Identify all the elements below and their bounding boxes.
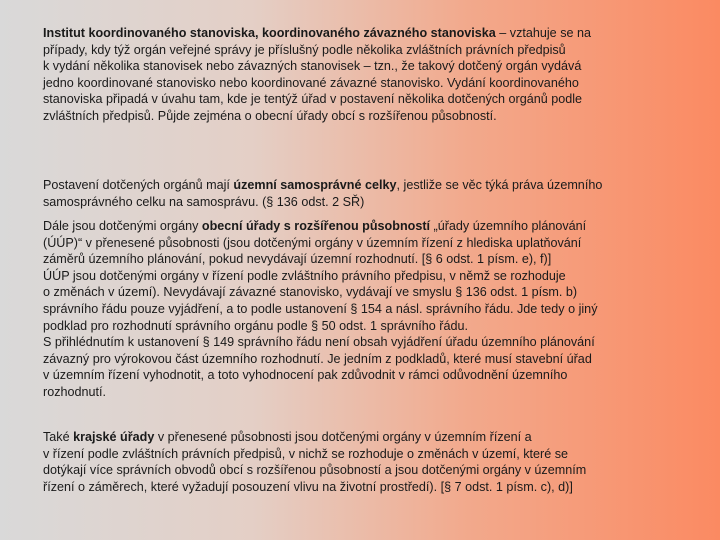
text-line: stanoviska připadá v úvahu tam, kde je tentýž úřad v postavení několika dotčených orgánů podle bbox=[43, 92, 583, 107]
text-span: Dále jsou dotčenými orgány bbox=[43, 219, 202, 233]
text-span: – vztahuje se na bbox=[495, 26, 591, 40]
paragraph-regional-offices bbox=[43, 429, 673, 495]
text-line bbox=[43, 25, 673, 42]
text-line: závazný pro výrokovou část územního rozhodnutí. Je jedním z podkladů, které musí stavební úřad bbox=[43, 351, 592, 366]
text-line: jedno koordinované stanovisko nebo koordinované závazné stanovisko. Vydání koordinovaného bbox=[43, 75, 579, 90]
text-line bbox=[43, 429, 673, 446]
text-line: o změnách v území). Nevydávají závazné stanovisko, vydávají ve smyslu § 136 odst. 1 písm. b) bbox=[43, 285, 578, 300]
text-line: dotýkají více správních obvodů obcí s rozšířenou působností a jsou dotčenými orgány v územním bbox=[43, 463, 587, 478]
text-line: záměrů územního plánování, pokud nevydávají územní rozhodnutí. [§ 6 odst. 1 písm. e), f)] bbox=[43, 252, 552, 267]
bold-term: obecní úřady s rozšířenou působností bbox=[201, 219, 431, 233]
text-line: případy, kdy týž orgán veřejné správy je příslušný podle několika zvláštních právních předpisů bbox=[43, 42, 566, 57]
text-span: , jestliže se věc týká práva územního bbox=[396, 178, 603, 192]
text-line: v řízení podle zvláštních právních předpisů, v nichž se rozhoduje o změnách v území, které se bbox=[43, 446, 569, 461]
text-line: S přihlédnutím k ustanovení § 149 správního řádu není obsah vyjádření úřadu územního plánování bbox=[43, 335, 595, 350]
text-line: (ÚÚP)“ v přenesené působnosti (jsou dotčenými orgány v územním řízení z hlediska uplatňování bbox=[43, 235, 582, 250]
paragraph-municipal-offices bbox=[43, 218, 673, 401]
text-span: v přenesené působnosti jsou dotčenými orgány v územním řízení a bbox=[154, 430, 532, 444]
text-line: v územním řízení vyhodnotit, a toto vyhodnocení pak zdůvodnit v rámci odůvodnění územního bbox=[43, 368, 568, 383]
text-line: ÚÚP jsou dotčenými orgány v řízení podle zvláštního právního předpisu, v němž se rozhoduje bbox=[43, 268, 566, 283]
bold-term: krajské úřady bbox=[73, 430, 155, 444]
text-line: samosprávného celku na samosprávu. (§ 136 odst. 2 SŘ) bbox=[43, 194, 365, 209]
bold-term: Institut koordinovaného stanoviska, koordinovaného závazného stanoviska bbox=[43, 26, 496, 40]
text-line: podklad pro rozhodnutí správního orgánu podle § 50 odst. 1 správního řádu. bbox=[43, 318, 468, 333]
text-span: „úřady územního plánování bbox=[430, 219, 587, 233]
text-line: k vydání několika stanovisek nebo závazných stanovisek – tzn., že takový dotčený orgán vydává bbox=[43, 59, 582, 74]
text-span: Také bbox=[43, 430, 74, 444]
text-line: zvláštních předpisů. Půjde zejména o obecní úřady obcí s rozšířenou působností. bbox=[43, 108, 497, 123]
text-line: správního řádu pouze vyjádření, a to podle ustanovení § 154 a násl. správního řádu. Jde tedy o jiný bbox=[43, 301, 598, 316]
text-line: řízení o záměrech, které vyžadují posouzení vlivu na životní prostředí). [§ 7 odst. 1 písm. c), d)] bbox=[43, 479, 573, 494]
text-span: Postavení dotčených orgánů mají bbox=[43, 178, 234, 192]
bold-term: územní samosprávné celky bbox=[233, 178, 397, 192]
text-line: rozhodnutí. bbox=[43, 384, 107, 399]
text-line bbox=[43, 218, 673, 235]
text-line bbox=[43, 177, 673, 194]
paragraph-territorial-units bbox=[43, 177, 673, 210]
paragraph-coordinated-opinion bbox=[43, 25, 673, 125]
